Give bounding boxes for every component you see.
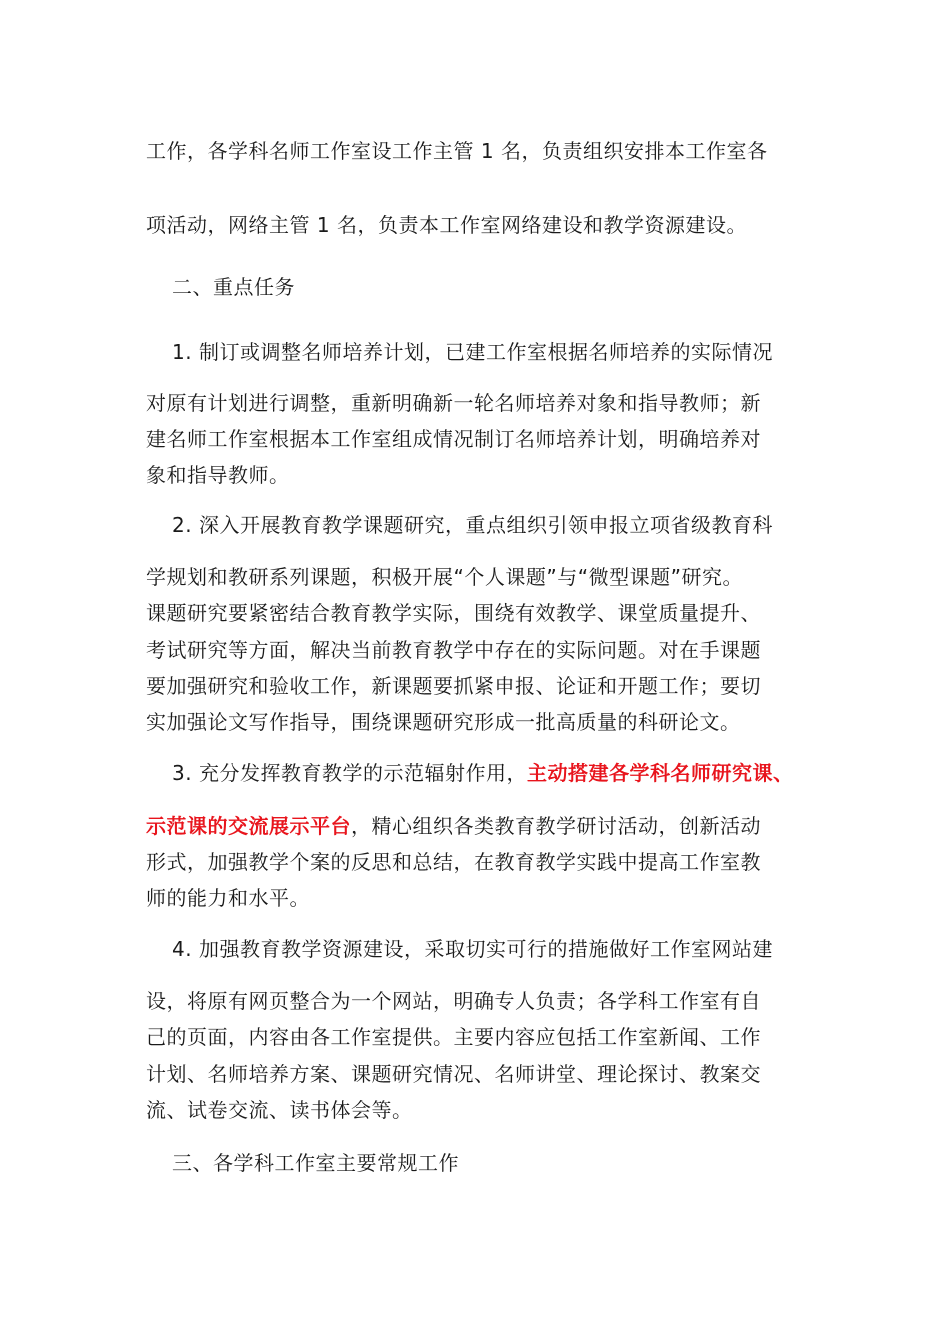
paragraph-line: 考试研究等方面，解决当前教育教学中存在的实际问题。对在手课题 [146, 638, 761, 662]
paragraph-line-item3-continued [146, 812, 761, 840]
paragraph-line-item3 [172, 759, 793, 787]
paragraph-line: 计划、名师培养方案、课题研究情况、名师讲堂、理论探讨、教案交 [146, 1062, 761, 1086]
paragraph-line: 实加强论文写作指导，围绕课题研究形成一批高质量的科研论文。 [146, 710, 741, 734]
paragraph-line: 要加强研究和验收工作，新课题要抓紧申报、论证和开题工作；要切 [146, 674, 761, 698]
paragraph-line: 对原有计划进行调整，重新明确新一轮名师培养对象和指导教师；新 [146, 391, 761, 415]
paragraph-line: 2. 深入开展教育教学课题研究，重点组织引领申报立项省级教育科 [172, 513, 773, 537]
paragraph-line: 设，将原有网页整合为一个网站，明确专人负责；各学科工作室有自 [146, 989, 761, 1013]
item3-highlight-b: 示范课的交流展示平台 [146, 814, 351, 838]
section-heading: 三、各学科工作室主要常规工作 [172, 1151, 459, 1175]
paragraph-line: 象和指导教师。 [146, 463, 290, 487]
paragraph-line: 己的页面，内容由各工作室提供。主要内容应包括工作室新闻、工作 [146, 1025, 761, 1049]
paragraph-line: 建名师工作室根据本工作室组成情况制订名师培养计划，明确培养对 [146, 427, 761, 451]
paragraph-line: 课题研究要紧密结合教育教学实际，围绕有效教学、课堂质量提升、 [146, 601, 761, 625]
item3-prefix: 3. 充分发挥教育教学的示范辐射作用， [172, 761, 527, 785]
paragraph-line: 师的能力和水平。 [146, 886, 310, 910]
paragraph-line: 项活动，网络主管 1 名，负责本工作室网络建设和教学资源建设。 [146, 213, 747, 237]
item3-suffix: ，精心组织各类教育教学研讨活动，创新活动 [351, 814, 761, 838]
paragraph-line: 流、试卷交流、读书体会等。 [146, 1098, 413, 1122]
paragraph-line: 形式，加强教学个案的反思和总结，在教育教学实践中提高工作室教 [146, 850, 761, 874]
section-heading: 二、重点任务 [172, 275, 295, 299]
paragraph-line: 4. 加强教育教学资源建设，采取切实可行的措施做好工作室网站建 [172, 937, 773, 961]
paragraph-line: 工作，各学科名师工作室设工作主管 1 名，负责组织安排本工作室各 [146, 139, 768, 163]
paragraph-line: 1. 制订或调整名师培养计划，已建工作室根据名师培养的实际情况 [172, 340, 773, 364]
paragraph-line: 学规划和教研系列课题，积极开展“个人课题”与“微型课题”研究。 [146, 565, 743, 589]
item3-highlight-a: 主动搭建各学科名师研究课、 [526, 761, 794, 785]
